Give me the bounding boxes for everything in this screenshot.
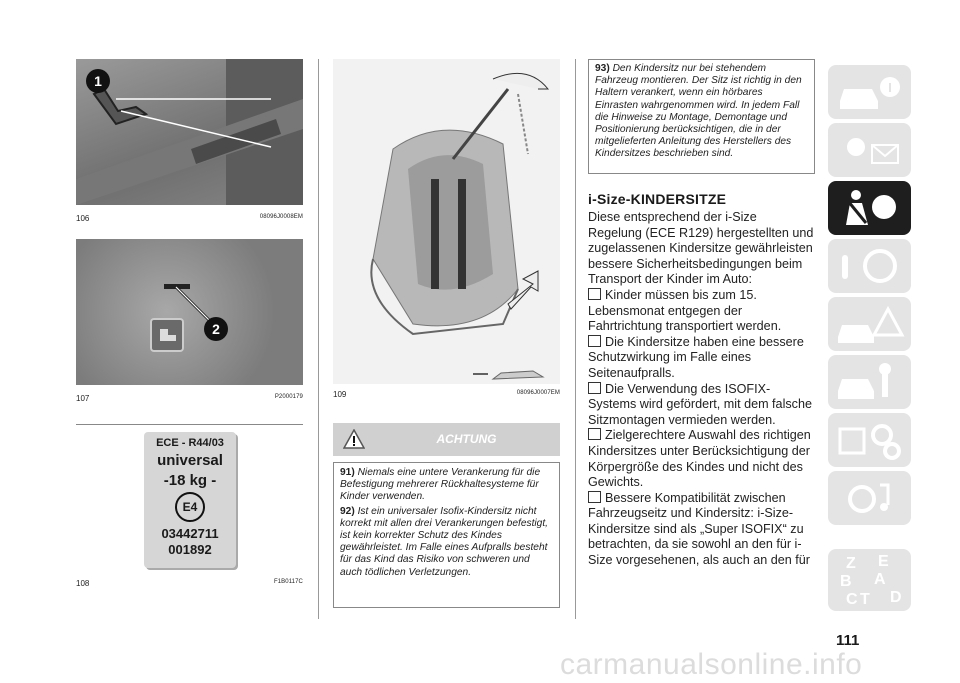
figure-106-number: 106: [76, 214, 90, 223]
checkbox-bullet-icon: [588, 428, 601, 440]
note-93-num: 93): [595, 63, 610, 74]
figure-106-code: 08096J0008EM: [259, 214, 303, 220]
label-standard: ECE - R44/03: [156, 437, 224, 449]
divider-left: [76, 424, 303, 425]
checkbox-bullet-icon: [588, 335, 601, 347]
page-number: 111: [836, 632, 860, 649]
warning-header: [333, 423, 560, 456]
label-number2: 001892: [168, 542, 212, 557]
tab-technical-data[interactable]: [828, 413, 911, 467]
column-divider-1: [318, 59, 319, 619]
tab-multimedia[interactable]: [828, 471, 911, 525]
checkbox-bullet-icon: [588, 288, 601, 300]
label-category: universal: [157, 452, 223, 469]
note-93: [595, 63, 808, 161]
tab-starting-driving[interactable]: [828, 239, 911, 293]
index-letter: D: [890, 589, 902, 606]
figure-107-caption: [76, 394, 303, 403]
figure-109-code: 08096J0007EM: [516, 390, 560, 396]
section-intro: Diese entsprechend der i-Size Regelung (ECE R129) hergestellten und zugelassenen Kindersitze gewährleisten bessere Sicherheitsbedingungen beim Transport der Kinder im Auto:: [588, 210, 814, 287]
figure-109-image: [333, 59, 560, 384]
isofix-anchor-illustration: [76, 59, 303, 205]
figure-108-number: 108: [76, 579, 90, 588]
warning-item-92-text: Ist ein universaler Isofix-Kindersitz nicht korrekt mit allen drei Verankerungen befestigt, ist kein korrekter Schutz des Kindes gewährleistet. Im Falle eines Aufpralls besteht für das Kind das Risiko von schweren und auch tödlichen Verletzungen.: [340, 505, 549, 578]
callout-1: 1: [86, 69, 110, 93]
maintenance-icon: [828, 355, 911, 409]
index-letter: Z: [846, 555, 856, 572]
checkbox-bullet-icon: [588, 382, 601, 394]
label-number1: 03442711: [161, 526, 219, 541]
isofix-marking-illustration: [76, 239, 303, 385]
bullet-item: Zielgerechtere Auswahl des richtigen Kindersitzes unter Berücksichtigung der Körpergröße des Kindes und nicht des Gewichts.: [588, 428, 811, 490]
note-93-text: Den Kindersitz nur bei stehendem Fahrzeug montieren. Der Sitz ist richtig in den Haltern verankert, wenn ein hörbares Einrasten wahrgenommen wird. In jedem Fall die Hinweise zu Montage, Demontage und Positionierung berücksichtigen, die in der mitgelieferten Anleitung des Herstellers des Kindersitzes beschrieben sind.: [595, 63, 802, 160]
callout-2: 2: [204, 317, 228, 341]
bullet-item: Bessere Kompatibilität zwischen Fahrzeugseitz und Kindersitz: i-Size-Kindersitze sind als „Super ISOFIX“ zu betrachten, da sie sowohl an den für i-Size vorgesehenen, als auch an den für: [588, 490, 810, 568]
bullet-item: Kinder müssen bis zum 15. Lebensmonat entgegen der Fahrtrichtung transportiert werden.: [588, 287, 782, 334]
warning-item-91-text: Niemals eine untere Verankerung für die Befestigung mehrerer Rückhaltesysteme für Kinder verwenden.: [340, 467, 541, 503]
figure-107-code: P2000179: [274, 394, 303, 400]
label-weight: -18 kg -: [163, 472, 217, 489]
figure-108-caption: [76, 579, 303, 588]
seatbelt-airbag-icon: [828, 181, 911, 235]
figure-109-number: 109: [333, 390, 347, 399]
figure-109-caption: [333, 390, 560, 399]
warning-box: [333, 462, 560, 608]
index-letter: E: [878, 553, 889, 570]
note-93-box: [588, 59, 815, 174]
tab-emergency[interactable]: [828, 297, 911, 351]
steering-wheel-icon: [828, 239, 911, 293]
tab-car-info[interactable]: [828, 65, 911, 119]
column-divider-2: [575, 59, 576, 619]
index-letter: A: [874, 571, 886, 588]
watermark: carmanualsonline.info: [560, 648, 863, 681]
index-letter: T: [860, 591, 870, 608]
section-body: [588, 210, 814, 569]
approval-mark: E4: [182, 500, 198, 514]
figure-108-approval-label: [144, 432, 236, 568]
figure-106-caption: [76, 214, 303, 223]
child-seat-illustration: [333, 59, 560, 384]
index-letter: B: [840, 573, 852, 590]
figure-106-image: [76, 59, 303, 205]
lights-mail-icon: [828, 123, 911, 177]
warning-item-91-num: 91): [340, 467, 355, 478]
checkbox-bullet-icon: [588, 491, 601, 503]
bullet-item: Die Verwendung des ISOFIX-Systems wird gefördert, mit dem falsche Sitzmontagen vermieden werden.: [588, 381, 812, 427]
figure-107-image: [76, 239, 303, 385]
warning-item-92: [340, 506, 553, 579]
approval-mark-circle: [175, 492, 205, 522]
gears-icon: [828, 413, 911, 467]
index-letter: C: [846, 591, 858, 608]
warning-item-92-num: 92): [340, 505, 355, 517]
figure-107-number: 107: [76, 394, 90, 403]
tab-safety[interactable]: [828, 181, 911, 235]
warning-item-91: [340, 467, 553, 504]
tab-index[interactable]: [828, 549, 911, 611]
multimedia-icon: [828, 471, 911, 525]
bullet-item: Die Kindersitze haben eine bessere Schutzwirkung im Falle eines Seitenaufpralls.: [588, 334, 804, 380]
figure-108-code: F1B0117C: [273, 579, 303, 585]
section-title: i-Size-KINDERSITZE: [588, 191, 727, 207]
warning-title: ACHTUNG: [436, 432, 497, 446]
tab-maintenance[interactable]: [828, 355, 911, 409]
emergency-icon: [828, 297, 911, 351]
car-info-icon: [828, 65, 911, 119]
tab-lights-mail[interactable]: [828, 123, 911, 177]
